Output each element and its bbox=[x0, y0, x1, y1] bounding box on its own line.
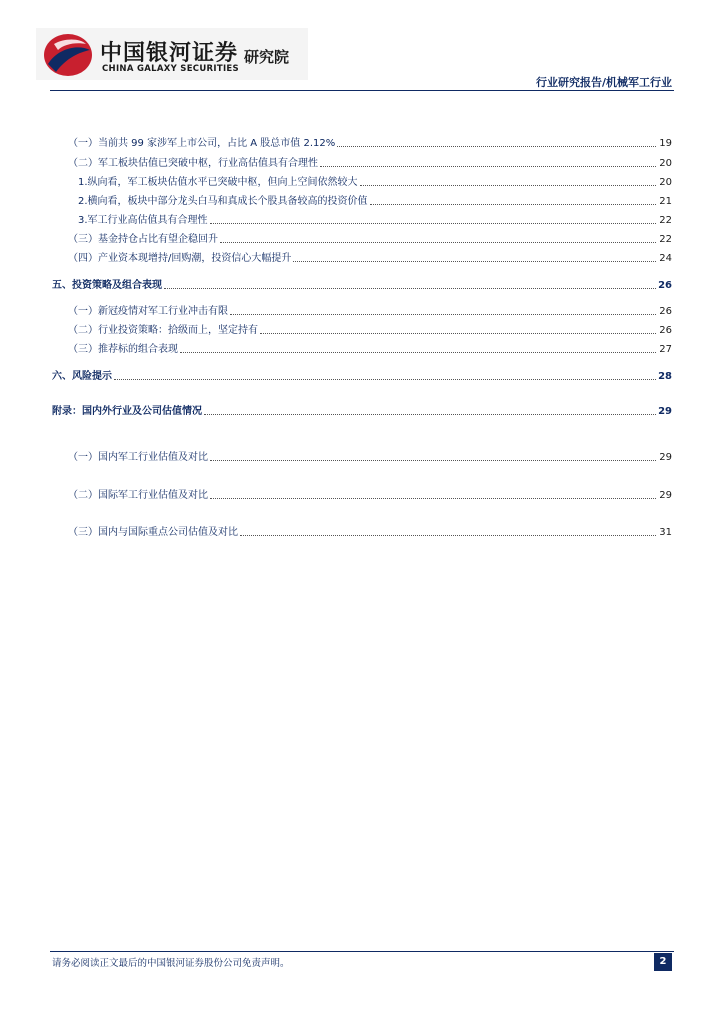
toc-dot-leader bbox=[114, 379, 656, 380]
toc-entry-page: 26 bbox=[659, 306, 672, 317]
institute-label: 研究院 bbox=[244, 48, 290, 66]
toc-entry[interactable] bbox=[78, 214, 672, 227]
toc-entry-page: 29 bbox=[658, 406, 672, 417]
toc-entry-page: 21 bbox=[659, 196, 672, 207]
toc-entry-page: 26 bbox=[658, 280, 672, 291]
toc-entry-page: 24 bbox=[659, 253, 672, 264]
toc-entry-page: 31 bbox=[659, 527, 672, 538]
toc-entry-title: （一）当前共 99 家涉军上市公司，占比 A 股总市值 2.12% bbox=[68, 138, 336, 149]
toc-entry-page: 22 bbox=[659, 215, 672, 226]
toc-entry[interactable] bbox=[52, 370, 672, 383]
toc-entry-title: 1.纵向看，军工板块估值水平已突破中枢，但向上空间依然较大 bbox=[78, 177, 358, 188]
toc-entry[interactable] bbox=[68, 343, 672, 356]
toc-entry-page: 28 bbox=[658, 371, 672, 382]
toc-entry-title: （三）国内与国际重点公司估值及对比 bbox=[68, 527, 238, 538]
toc-entry-title: （一）国内军工行业估值及对比 bbox=[68, 452, 208, 463]
toc-entry-title: （二）行业投资策略：拾级而上，坚定持有 bbox=[68, 325, 258, 336]
toc-entry[interactable] bbox=[78, 195, 672, 208]
toc-dot-leader bbox=[180, 352, 656, 353]
toc-dot-leader bbox=[370, 204, 656, 205]
toc-dot-leader bbox=[204, 414, 656, 415]
toc-dot-leader bbox=[337, 146, 656, 147]
toc-entry[interactable] bbox=[68, 252, 672, 265]
header-divider bbox=[50, 90, 674, 91]
toc-entry-page: 20 bbox=[659, 158, 672, 169]
toc-entry-title: 六、风险提示 bbox=[52, 371, 112, 382]
toc-dot-leader bbox=[210, 460, 656, 461]
toc-dot-leader bbox=[320, 166, 656, 167]
toc-entry-title: 五、投资策略及组合表现 bbox=[52, 280, 162, 291]
toc-entry-title: （三）推荐标的组合表现 bbox=[68, 344, 178, 355]
company-name-en: CHINA GALAXY SECURITIES bbox=[102, 64, 239, 74]
toc-entry[interactable] bbox=[52, 279, 672, 292]
toc-entry-title: 附录：国内外行业及公司估值情况 bbox=[52, 406, 202, 417]
toc-entry-page: 29 bbox=[659, 490, 672, 501]
toc-entry-page: 26 bbox=[659, 325, 672, 336]
toc-entry[interactable] bbox=[68, 233, 672, 246]
toc-dot-leader bbox=[220, 242, 656, 243]
toc-entry-page: 27 bbox=[659, 344, 672, 355]
report-type: 行业研究报告/机械军工行业 bbox=[535, 76, 672, 89]
toc-entry[interactable] bbox=[78, 176, 672, 189]
toc-entry-page: 22 bbox=[659, 234, 672, 245]
footer-divider bbox=[50, 951, 674, 952]
toc-entry-title: （二）国际军工行业估值及对比 bbox=[68, 490, 208, 501]
toc-entry[interactable] bbox=[68, 526, 672, 539]
toc-dot-leader bbox=[230, 314, 656, 315]
footer-disclaimer: 请务必阅读正文最后的中国银河证券股份公司免责声明。 bbox=[52, 958, 290, 969]
company-name-cn: 中国银河证券 bbox=[100, 41, 239, 66]
toc-entry[interactable] bbox=[52, 405, 672, 418]
toc-entry[interactable] bbox=[68, 324, 672, 337]
toc-dot-leader bbox=[164, 288, 656, 289]
toc-dot-leader bbox=[293, 261, 656, 262]
toc-dot-leader bbox=[210, 498, 656, 499]
toc-entry-title: （二）军工板块估值已突破中枢，行业高估值具有合理性 bbox=[68, 158, 318, 169]
toc-entry-title: （四）产业资本现增持/回购潮，投资信心大幅提升 bbox=[68, 253, 292, 264]
toc-entry-title: （一）新冠疫情对军工行业冲击有限 bbox=[68, 306, 228, 317]
toc-dot-leader bbox=[360, 185, 656, 186]
toc-entry-page: 20 bbox=[659, 177, 672, 188]
toc-entry[interactable] bbox=[68, 489, 672, 502]
page-number: 2 bbox=[654, 953, 672, 971]
toc-entry[interactable] bbox=[68, 157, 672, 170]
toc-entry[interactable] bbox=[68, 451, 672, 464]
toc-entry[interactable] bbox=[68, 137, 672, 150]
toc-entry-page: 29 bbox=[659, 452, 672, 463]
toc-entry-title: 3.军工行业高估值具有合理性 bbox=[78, 215, 208, 226]
toc-dot-leader bbox=[260, 333, 656, 334]
toc-dot-leader bbox=[240, 535, 656, 536]
toc-dot-leader bbox=[210, 223, 656, 224]
toc-entry-title: （三）基金持仓占比有望企稳回升 bbox=[68, 234, 218, 245]
toc-entry-title: 2.横向看，板块中部分龙头白马和真成长个股具备较高的投资价值 bbox=[78, 196, 368, 207]
galaxy-swirl-logo-icon bbox=[40, 30, 96, 80]
toc-entry[interactable] bbox=[68, 305, 672, 318]
toc-entry-page: 19 bbox=[659, 138, 672, 149]
